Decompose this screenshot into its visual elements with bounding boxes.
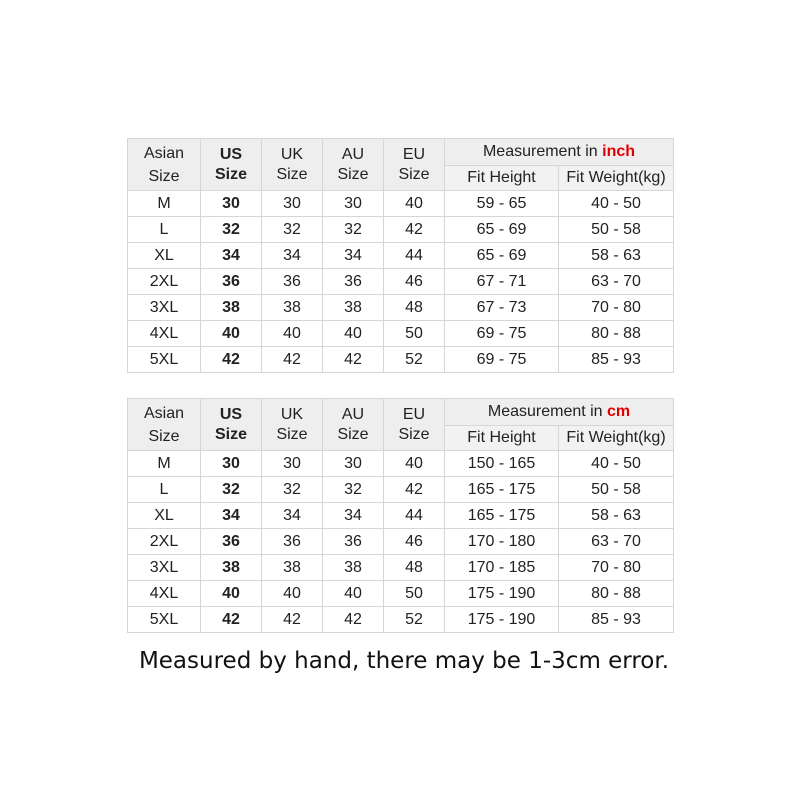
- us-size-cell: 38: [201, 555, 262, 581]
- measurement-header: [445, 399, 674, 426]
- us-size-cell: 32: [201, 217, 262, 243]
- eu-size-cell: 50: [384, 581, 445, 607]
- fit-height-header: Fit Height: [445, 166, 559, 191]
- us-size-cell: 32: [201, 477, 262, 503]
- size-table-cm: [127, 398, 674, 633]
- table-row: [128, 321, 674, 347]
- header-line-1: UK: [280, 145, 304, 163]
- table-row: [128, 191, 674, 217]
- measurement-unit: inch: [602, 143, 636, 160]
- eu-size-cell: 52: [384, 607, 445, 633]
- au-size-cell: 36: [323, 269, 384, 295]
- uk-size-cell: 42: [262, 607, 323, 633]
- asian-size-cell: XL: [128, 243, 201, 269]
- header-line-2: Size: [337, 165, 369, 183]
- measurement-prefix: Measurement in: [487, 403, 608, 420]
- uk-size-cell: 34: [262, 243, 323, 269]
- us-size-cell: 34: [201, 243, 262, 269]
- fit-weight-cell: 63 - 70: [559, 529, 674, 555]
- au-size-header: [323, 139, 384, 191]
- fit-height-cell: 67 - 73: [445, 295, 559, 321]
- fit-height-header: Fit Height: [445, 426, 559, 451]
- table-row: [128, 477, 674, 503]
- uk-size-cell: 38: [262, 295, 323, 321]
- asian-size-cell: 2XL: [128, 529, 201, 555]
- table-row: [128, 217, 674, 243]
- asian-size-cell: L: [128, 217, 201, 243]
- table-row: [128, 243, 674, 269]
- uk-size-cell: 30: [262, 191, 323, 217]
- fit-height-cell: 175 - 190: [445, 581, 559, 607]
- header-line-2: Size: [398, 165, 430, 183]
- fit-weight-cell: 70 - 80: [559, 295, 674, 321]
- fit-height-cell: 69 - 75: [445, 321, 559, 347]
- eu-size-cell: 46: [384, 529, 445, 555]
- header-line-1: AU: [341, 145, 365, 163]
- fit-weight-cell: 58 - 63: [559, 503, 674, 529]
- uk-size-header: [262, 399, 323, 451]
- asian-size-cell: XL: [128, 503, 201, 529]
- uk-size-cell: 36: [262, 529, 323, 555]
- au-size-header: [323, 399, 384, 451]
- eu-size-cell: 50: [384, 321, 445, 347]
- header-line-1: EU: [402, 145, 426, 163]
- asian-size-cell: 3XL: [128, 295, 201, 321]
- fit-weight-cell: 40 - 50: [559, 451, 674, 477]
- asian-size-cell: L: [128, 477, 201, 503]
- uk-size-cell: 32: [262, 477, 323, 503]
- us-size-header: [201, 399, 262, 451]
- fit-height-cell: 170 - 180: [445, 529, 559, 555]
- measurement-unit: cm: [607, 403, 631, 420]
- asian-size-cell: 5XL: [128, 347, 201, 373]
- au-size-cell: 32: [323, 217, 384, 243]
- uk-size-cell: 40: [262, 321, 323, 347]
- header-line-1: AU: [341, 405, 365, 423]
- fit-height-cell: 165 - 175: [445, 503, 559, 529]
- table-row: [128, 503, 674, 529]
- fit-weight-cell: 50 - 58: [559, 477, 674, 503]
- uk-size-cell: 40: [262, 581, 323, 607]
- table-row: [128, 529, 674, 555]
- us-size-cell: 42: [201, 607, 262, 633]
- header-line-1: UK: [280, 405, 304, 423]
- eu-size-cell: 42: [384, 217, 445, 243]
- au-size-cell: 34: [323, 243, 384, 269]
- measurement-note: Measured by hand, there may be 1-3cm error.: [138, 648, 670, 674]
- fit-weight-cell: 50 - 58: [559, 217, 674, 243]
- au-size-cell: 42: [323, 347, 384, 373]
- us-size-cell: 36: [201, 529, 262, 555]
- au-size-cell: 32: [323, 477, 384, 503]
- size-table-inch: [127, 138, 674, 373]
- au-size-cell: 30: [323, 191, 384, 217]
- us-size-cell: 40: [201, 581, 262, 607]
- fit-weight-cell: 40 - 50: [559, 191, 674, 217]
- measurement-prefix: Measurement in: [482, 143, 603, 160]
- fit-weight-cell: 80 - 88: [559, 321, 674, 347]
- asian-size-cell: 4XL: [128, 581, 201, 607]
- us-size-cell: 30: [201, 191, 262, 217]
- fit-height-cell: 69 - 75: [445, 347, 559, 373]
- fit-height-cell: 65 - 69: [445, 243, 559, 269]
- asian-size-header: [128, 399, 201, 451]
- fit-height-cell: 175 - 190: [445, 607, 559, 633]
- table-row: [128, 269, 674, 295]
- fit-height-cell: 67 - 71: [445, 269, 559, 295]
- table-row: [128, 607, 674, 633]
- fit-height-cell: 150 - 165: [445, 451, 559, 477]
- table-row: [128, 555, 674, 581]
- table-row: [128, 581, 674, 607]
- us-size-cell: 38: [201, 295, 262, 321]
- fit-weight-cell: 70 - 80: [559, 555, 674, 581]
- us-size-cell: 40: [201, 321, 262, 347]
- au-size-cell: 30: [323, 451, 384, 477]
- asian-size-cell: 4XL: [128, 321, 201, 347]
- header-line-1: EU: [402, 405, 426, 423]
- table-row: [128, 295, 674, 321]
- us-size-cell: 30: [201, 451, 262, 477]
- fit-height-cell: 165 - 175: [445, 477, 559, 503]
- au-size-cell: 42: [323, 607, 384, 633]
- eu-size-cell: 48: [384, 555, 445, 581]
- uk-size-cell: 34: [262, 503, 323, 529]
- header-line-1: Asian: [143, 144, 185, 162]
- us-size-cell: 34: [201, 503, 262, 529]
- header-line-2: Size: [276, 165, 308, 183]
- asian-size-cell: 2XL: [128, 269, 201, 295]
- eu-size-cell: 42: [384, 477, 445, 503]
- table-row: [128, 347, 674, 373]
- eu-size-cell: 44: [384, 243, 445, 269]
- fit-weight-header: Fit Weight(kg): [559, 166, 674, 191]
- asian-size-cell: 3XL: [128, 555, 201, 581]
- header-line-2: Size: [214, 165, 247, 183]
- au-size-cell: 38: [323, 295, 384, 321]
- uk-size-cell: 32: [262, 217, 323, 243]
- header-line-2: Size: [337, 425, 369, 443]
- asian-size-cell: M: [128, 451, 201, 477]
- fit-height-cell: 65 - 69: [445, 217, 559, 243]
- asian-size-cell: 5XL: [128, 607, 201, 633]
- au-size-cell: 34: [323, 503, 384, 529]
- eu-size-cell: 40: [384, 451, 445, 477]
- header-line-1: Asian: [143, 404, 185, 422]
- eu-size-cell: 52: [384, 347, 445, 373]
- uk-size-cell: 36: [262, 269, 323, 295]
- us-size-cell: 42: [201, 347, 262, 373]
- measurement-header: [445, 139, 674, 166]
- eu-size-header: [384, 139, 445, 191]
- eu-size-cell: 46: [384, 269, 445, 295]
- header-line-1: US: [219, 145, 243, 163]
- fit-weight-cell: 85 - 93: [559, 347, 674, 373]
- fit-height-cell: 59 - 65: [445, 191, 559, 217]
- eu-size-cell: 44: [384, 503, 445, 529]
- au-size-cell: 38: [323, 555, 384, 581]
- header-line-2: Size: [398, 425, 430, 443]
- fit-weight-cell: 85 - 93: [559, 607, 674, 633]
- asian-size-header: [128, 139, 201, 191]
- header-line-2: Size: [148, 167, 180, 185]
- fit-weight-header: Fit Weight(kg): [559, 426, 674, 451]
- us-size-header: [201, 139, 262, 191]
- au-size-cell: 40: [323, 321, 384, 347]
- eu-size-cell: 48: [384, 295, 445, 321]
- fit-weight-cell: 58 - 63: [559, 243, 674, 269]
- header-line-1: US: [219, 405, 243, 423]
- table-row: [128, 451, 674, 477]
- uk-size-cell: 30: [262, 451, 323, 477]
- au-size-cell: 40: [323, 581, 384, 607]
- eu-size-header: [384, 399, 445, 451]
- eu-size-cell: 40: [384, 191, 445, 217]
- header-line-2: Size: [148, 427, 180, 445]
- fit-weight-cell: 80 - 88: [559, 581, 674, 607]
- fit-weight-cell: 63 - 70: [559, 269, 674, 295]
- header-line-2: Size: [276, 425, 308, 443]
- us-size-cell: 36: [201, 269, 262, 295]
- uk-size-cell: 42: [262, 347, 323, 373]
- uk-size-cell: 38: [262, 555, 323, 581]
- header-line-2: Size: [214, 425, 247, 443]
- asian-size-cell: M: [128, 191, 201, 217]
- au-size-cell: 36: [323, 529, 384, 555]
- uk-size-header: [262, 139, 323, 191]
- fit-height-cell: 170 - 185: [445, 555, 559, 581]
